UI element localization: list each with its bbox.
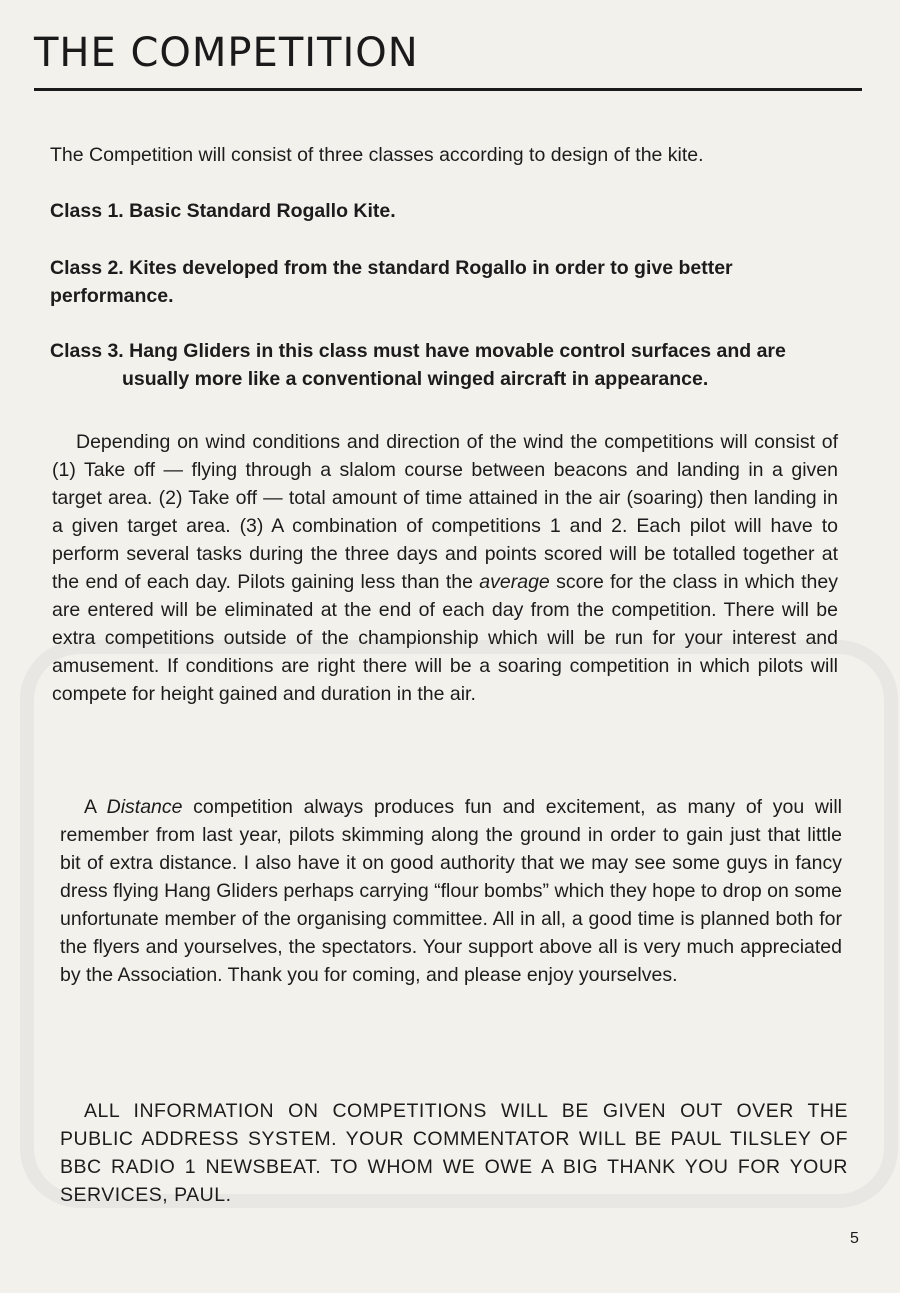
page-number: 5 xyxy=(850,1230,859,1247)
class-3-line-2: usually more like a conventional winged aircraft in appearance. xyxy=(122,368,709,390)
title-rule xyxy=(34,88,862,91)
competition-format-paragraph: Depending on wind conditions and direction of the wind the competitions will consist of (1) Take off — flying through a slalom course between beacons and landing in a given target area. (2) Take off — total amount of time attained in the air (soaring) then landing in a given target area. (3) A combination of competitions 1 and 2. Each pilot will have to perform several tasks during the three days and points scored will be totalled together at the end of each day. Pilots gaining less than the average score for the class in which they are entered will be eliminated at the end of each day from the competition. There will be extra competitions outside of the championship which will be run for your interest and amusement. If conditions are right there will be a soaring competition in which pilots will compete for height gained and duration in the air. xyxy=(52,431,838,705)
page-title: THE COMPETITION xyxy=(34,30,419,76)
class-2-description: Class 2. Kites developed from the standard Rogallo in order to give better performance. xyxy=(50,257,733,307)
distance-competition-paragraph: A Distance competition always produces fun and excitement, as many of you will remember from last year, pilots skimming along the ground in order to gain just that little bit of extra distance. I also have it on good authority that we may see some guys in fancy dress flying Hang Gliders perhaps carrying “flour bombs” which they hope to drop on some unfortunate member of the organising committee. All in all, a good time is planned both for the flyers and yourselves, the spectators. Your support above all is very much appreciated by the Association. Thank you for coming, and please enjoy yourselves. xyxy=(60,796,842,986)
emphasis-average: average xyxy=(479,571,550,593)
class-3-description xyxy=(50,337,850,393)
class-3-line-1: Class 3. Hang Gliders in this class must have movable control surfaces and are xyxy=(50,340,786,362)
public-address-notice: ALL INFORMATION ON COMPETITIONS WILL BE GIVEN OUT OVER THE PUBLIC ADDRESS SYSTEM. YOUR COMMENTATOR WILL BE PAUL TILSLEY OF BBC RADIO 1 NEWSBEAT. TO WHOM WE OWE A BIG THANK YOU FOR YOUR SERVICES, PAUL. xyxy=(60,1100,848,1206)
class-1-description: Class 1. Basic Standard Rogallo Kite. xyxy=(50,200,396,222)
intro-paragraph: The Competition will consist of three classes according to design of the kite. xyxy=(50,144,704,166)
emphasis-distance: Distance xyxy=(106,796,183,818)
